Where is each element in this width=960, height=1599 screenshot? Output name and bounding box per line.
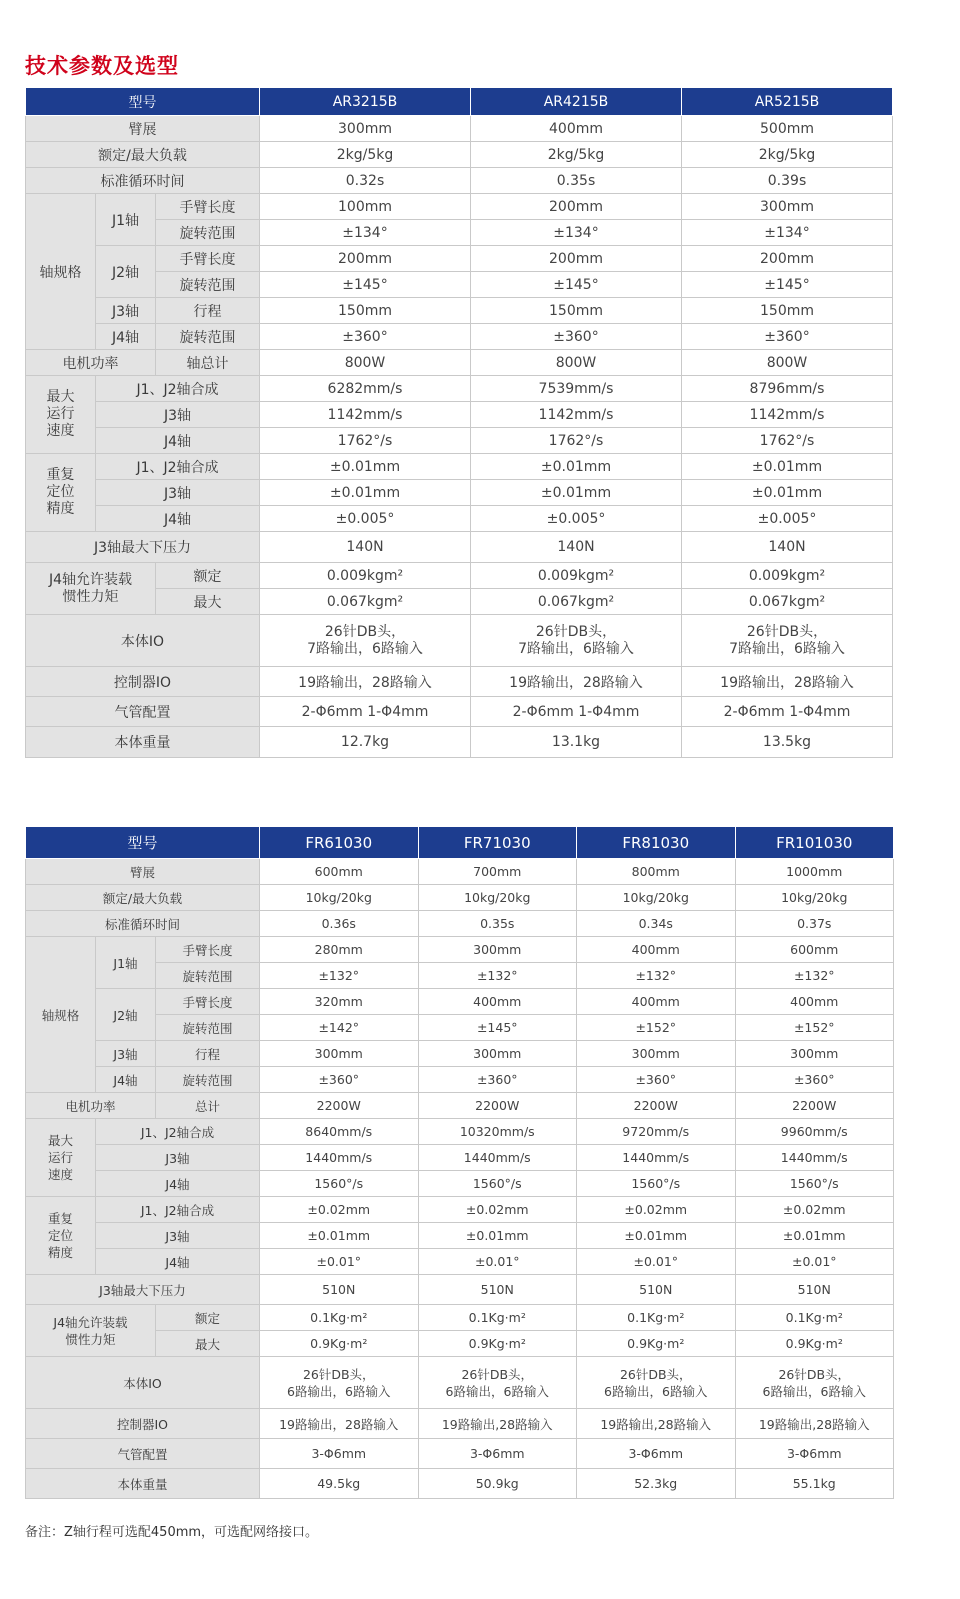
table-row xyxy=(26,194,893,220)
spec-value: 50.9kg xyxy=(418,1469,577,1499)
table-row xyxy=(26,937,894,963)
spec-value: 0.37s xyxy=(735,911,894,937)
row-label: 气管配置 xyxy=(26,1439,260,1469)
spec-value: 800W xyxy=(682,350,893,376)
spec-value: 13.1kg xyxy=(471,727,682,758)
spec-value: ±360° xyxy=(471,324,682,350)
group-label: 重复 定位 精度 xyxy=(26,1197,96,1275)
spec-value: 1440mm/s xyxy=(735,1145,894,1171)
spec-value: 2kg/5kg xyxy=(471,142,682,168)
spec-value: 400mm xyxy=(471,116,682,142)
spec-value: 800W xyxy=(471,350,682,376)
row-label: 控制器IO xyxy=(26,1409,260,1439)
spec-value: ±134° xyxy=(260,220,471,246)
spec-value: 800mm xyxy=(577,859,736,885)
spec-value: 0.009kgm² xyxy=(471,563,682,589)
spec-value: 2-Φ6mm 1-Φ4mm xyxy=(682,697,893,727)
table-row xyxy=(26,220,893,246)
spec-value: ±360° xyxy=(577,1067,736,1093)
table-row xyxy=(26,885,894,911)
spec-value: 0.9Kg·m² xyxy=(418,1331,577,1357)
spec-value: 300mm xyxy=(260,1041,419,1067)
spec-value: 3-Φ6mm xyxy=(418,1439,577,1469)
spec-value: 200mm xyxy=(260,246,471,272)
spec-value: ±132° xyxy=(418,963,577,989)
spec-value: ±0.01mm xyxy=(471,480,682,506)
spec-value: ±0.02mm xyxy=(577,1197,736,1223)
sub-label: 旋转范围 xyxy=(156,1015,260,1041)
model-name: AR4215B xyxy=(471,88,682,116)
table-row xyxy=(26,1067,894,1093)
row-label: 标准循环时间 xyxy=(26,911,260,937)
group-label: 重复 定位 精度 xyxy=(26,454,96,532)
table-row xyxy=(26,1119,894,1145)
spec-value: 150mm xyxy=(471,298,682,324)
spec-value: 8640mm/s xyxy=(260,1119,419,1145)
spec-value: ±0.005° xyxy=(682,506,893,532)
spec-value: 1142mm/s xyxy=(682,402,893,428)
spec-value: 52.3kg xyxy=(577,1469,736,1499)
spec-value: ±0.005° xyxy=(471,506,682,532)
table-row xyxy=(26,1197,894,1223)
table-row xyxy=(26,532,893,563)
spec-value: 0.9Kg·m² xyxy=(735,1331,894,1357)
axis-label: J1轴 xyxy=(96,194,156,246)
spec-value: 10kg/20kg xyxy=(577,885,736,911)
table-row xyxy=(26,1305,894,1331)
spec-value: 10kg/20kg xyxy=(735,885,894,911)
table-row xyxy=(26,1469,894,1499)
spec-value: ±145° xyxy=(260,272,471,298)
table-row xyxy=(26,1275,894,1305)
spec-value: 0.35s xyxy=(418,911,577,937)
spec-value: ±152° xyxy=(735,1015,894,1041)
axis-label: J4轴 xyxy=(96,1067,156,1093)
spec-value: 1560°/s xyxy=(735,1171,894,1197)
spec-value: 1560°/s xyxy=(260,1171,419,1197)
sub-label: 最大 xyxy=(156,589,260,615)
spec-value: 19路输出,28路输入 xyxy=(577,1409,736,1439)
table-row xyxy=(26,1357,894,1409)
spec-value: 3-Φ6mm xyxy=(577,1439,736,1469)
row-label: J3轴最大下压力 xyxy=(26,1275,260,1305)
sub-label: 旋转范围 xyxy=(156,220,260,246)
table-row xyxy=(26,859,894,885)
axis-label: J1轴 xyxy=(96,937,156,989)
row-label: 电机功率 xyxy=(26,350,156,376)
spec-value: 140N xyxy=(260,532,471,563)
header-label: 型号 xyxy=(26,88,260,116)
spec-value: 26针DB头， 7路输出，6路输入 xyxy=(682,615,893,667)
spec-value: ±0.01° xyxy=(260,1249,419,1275)
table-row xyxy=(26,615,893,667)
spec-value: 10320mm/s xyxy=(418,1119,577,1145)
spec-value: ±0.01mm xyxy=(260,1223,419,1249)
spec-value: 10kg/20kg xyxy=(260,885,419,911)
row-label: 本体IO xyxy=(26,1357,260,1409)
spec-value: 0.35s xyxy=(471,168,682,194)
sub-label: 额定 xyxy=(156,563,260,589)
model-name: FR61030 xyxy=(260,827,419,859)
row-label: 额定/最大负载 xyxy=(26,885,260,911)
spec-value: 0.32s xyxy=(260,168,471,194)
sub-label: J4轴 xyxy=(96,506,260,532)
table-row xyxy=(26,667,893,697)
table-row xyxy=(26,1145,894,1171)
spec-value: 150mm xyxy=(682,298,893,324)
spec-value: 300mm xyxy=(418,1041,577,1067)
table-row xyxy=(26,697,893,727)
spec-value: 10kg/20kg xyxy=(418,885,577,911)
spec-value: 19路输出，28路输入 xyxy=(471,667,682,697)
spec-value: 600mm xyxy=(260,859,419,885)
spec-value: 2200W xyxy=(735,1093,894,1119)
group-label: J4轴允许装载 惯性力矩 xyxy=(26,1305,156,1357)
sub-label: 行程 xyxy=(156,298,260,324)
spec-value: 280mm xyxy=(260,937,419,963)
spec-value: 300mm xyxy=(682,194,893,220)
spec-value: ±0.01mm xyxy=(735,1223,894,1249)
spec-value: 0.009kgm² xyxy=(260,563,471,589)
spec-value: 0.067kgm² xyxy=(471,589,682,615)
spec-value: 26针DB头， 7路输出，6路输入 xyxy=(260,615,471,667)
spec-value: 19路输出,28路输入 xyxy=(735,1409,894,1439)
sub-label: J4轴 xyxy=(96,428,260,454)
spec-value: 2kg/5kg xyxy=(260,142,471,168)
spec-value: 400mm xyxy=(577,937,736,963)
spec-value: 6282mm/s xyxy=(260,376,471,402)
sub-label: J3轴 xyxy=(96,1145,260,1171)
table-row xyxy=(26,1171,894,1197)
spec-value: ±360° xyxy=(682,324,893,350)
table-row xyxy=(26,1409,894,1439)
spec-value: 26针DB头， 6路输出，6路输入 xyxy=(735,1357,894,1409)
table-row xyxy=(26,1015,894,1041)
spec-value: 1762°/s xyxy=(682,428,893,454)
spec-value: ±132° xyxy=(577,963,736,989)
axis-label: J2轴 xyxy=(96,246,156,298)
spec-value: 510N xyxy=(735,1275,894,1305)
row-label: 额定/最大负载 xyxy=(26,142,260,168)
spec-value: 0.9Kg·m² xyxy=(260,1331,419,1357)
row-label: 控制器IO xyxy=(26,667,260,697)
spec-value: ±145° xyxy=(471,272,682,298)
row-label: 电机功率 xyxy=(26,1093,156,1119)
sub-label: J1、J2轴合成 xyxy=(96,376,260,402)
table-row xyxy=(26,428,893,454)
spec-value: 510N xyxy=(577,1275,736,1305)
spec-value: 2200W xyxy=(418,1093,577,1119)
spec-value: ±0.01mm xyxy=(471,454,682,480)
spec-value: 600mm xyxy=(735,937,894,963)
spec-value: ±0.01mm xyxy=(577,1223,736,1249)
sub-label: 轴总计 xyxy=(156,350,260,376)
spec-value: ±0.01mm xyxy=(682,454,893,480)
table-row xyxy=(26,1041,894,1067)
spec-value: 1440mm/s xyxy=(418,1145,577,1171)
spec-value: 140N xyxy=(471,532,682,563)
spec-value: 300mm xyxy=(577,1041,736,1067)
row-label: J3轴最大下压力 xyxy=(26,532,260,563)
row-label: 本体重量 xyxy=(26,727,260,758)
spec-value: ±360° xyxy=(418,1067,577,1093)
spec-value: 26针DB头， 6路输出，6路输入 xyxy=(260,1357,419,1409)
sub-label: 旋转范围 xyxy=(156,324,260,350)
table-row xyxy=(26,727,893,758)
spec-value: 7539mm/s xyxy=(471,376,682,402)
spec-value: 12.7kg xyxy=(260,727,471,758)
spec-value: 400mm xyxy=(577,989,736,1015)
table-row xyxy=(26,1249,894,1275)
sub-label: 旋转范围 xyxy=(156,1067,260,1093)
spec-value: ±0.01mm xyxy=(260,454,471,480)
spec-value: 55.1kg xyxy=(735,1469,894,1499)
spec-value: 3-Φ6mm xyxy=(735,1439,894,1469)
table-row xyxy=(26,376,893,402)
sub-label: J3轴 xyxy=(96,402,260,428)
spec-value: 100mm xyxy=(260,194,471,220)
spec-value: 19路输出，28路输入 xyxy=(682,667,893,697)
sub-label: 行程 xyxy=(156,1041,260,1067)
spec-value: ±0.01mm xyxy=(682,480,893,506)
spec-value: 510N xyxy=(418,1275,577,1305)
table-row xyxy=(26,589,893,615)
spec-value: ±152° xyxy=(577,1015,736,1041)
table-header-row xyxy=(26,827,894,859)
table-row xyxy=(26,1439,894,1469)
axis-label: J4轴 xyxy=(96,324,156,350)
spec-value: 2200W xyxy=(577,1093,736,1119)
spec-value: 19路输出，28路输入 xyxy=(260,667,471,697)
spec-value: 1440mm/s xyxy=(260,1145,419,1171)
header-label: 型号 xyxy=(26,827,260,859)
spec-value: 3-Φ6mm xyxy=(260,1439,419,1469)
spec-value: 300mm xyxy=(735,1041,894,1067)
table-row xyxy=(26,402,893,428)
sub-label: 额定 xyxy=(156,1305,260,1331)
table-row xyxy=(26,506,893,532)
spec-value: 0.36s xyxy=(260,911,419,937)
spec-value: 200mm xyxy=(682,246,893,272)
spec-value: ±0.02mm xyxy=(418,1197,577,1223)
sub-label: J1、J2轴合成 xyxy=(96,1119,260,1145)
table-row xyxy=(26,454,893,480)
spec-value: 400mm xyxy=(735,989,894,1015)
model-name: FR81030 xyxy=(577,827,736,859)
spec-value: 200mm xyxy=(471,194,682,220)
spec-value: ±134° xyxy=(471,220,682,246)
spec-value: 150mm xyxy=(260,298,471,324)
spec-value: ±145° xyxy=(682,272,893,298)
table-row xyxy=(26,911,894,937)
table-row xyxy=(26,272,893,298)
spec-value: ±360° xyxy=(260,324,471,350)
axis-label: J3轴 xyxy=(96,1041,156,1067)
spec-value: 0.1Kg·m² xyxy=(577,1305,736,1331)
table-row xyxy=(26,142,893,168)
spec-value: 0.1Kg·m² xyxy=(260,1305,419,1331)
spec-value: 9960mm/s xyxy=(735,1119,894,1145)
model-name: AR3215B xyxy=(260,88,471,116)
spec-value: 2200W xyxy=(260,1093,419,1119)
spec-table-ar xyxy=(25,87,893,758)
table-row xyxy=(26,563,893,589)
spec-value: 19路输出，28路输入 xyxy=(260,1409,419,1439)
table-row xyxy=(26,168,893,194)
spec-value: 0.009kgm² xyxy=(682,563,893,589)
spec-value: 49.5kg xyxy=(260,1469,419,1499)
table-row xyxy=(26,1093,894,1119)
spec-value: 500mm xyxy=(682,116,893,142)
table-row xyxy=(26,246,893,272)
sub-label: J3轴 xyxy=(96,480,260,506)
sub-label: 总计 xyxy=(156,1093,260,1119)
group-label: 最大 运行 速度 xyxy=(26,1119,96,1197)
spec-value: 9720mm/s xyxy=(577,1119,736,1145)
row-label: 臂展 xyxy=(26,116,260,142)
group-label: J4轴允许装载 惯性力矩 xyxy=(26,563,156,615)
axis-label: J3轴 xyxy=(96,298,156,324)
spec-value: 0.34s xyxy=(577,911,736,937)
sub-label: J1、J2轴合成 xyxy=(96,454,260,480)
spec-value: 2-Φ6mm 1-Φ4mm xyxy=(471,697,682,727)
row-label: 臂展 xyxy=(26,859,260,885)
spec-value: 320mm xyxy=(260,989,419,1015)
spec-value: ±360° xyxy=(735,1067,894,1093)
spec-value: 0.9Kg·m² xyxy=(577,1331,736,1357)
spec-value: 1142mm/s xyxy=(260,402,471,428)
table-row xyxy=(26,1331,894,1357)
spec-value: 0.067kgm² xyxy=(260,589,471,615)
spec-value: 510N xyxy=(260,1275,419,1305)
spec-value: 8796mm/s xyxy=(682,376,893,402)
spec-value: ±0.005° xyxy=(260,506,471,532)
spec-value: 26针DB头， 6路输出，6路输入 xyxy=(577,1357,736,1409)
row-label: 气管配置 xyxy=(26,697,260,727)
spec-value: 0.1Kg·m² xyxy=(418,1305,577,1331)
group-label: 轴规格 xyxy=(26,194,96,350)
spec-value: ±0.01mm xyxy=(418,1223,577,1249)
spec-value: 1560°/s xyxy=(577,1171,736,1197)
spec-value: 300mm xyxy=(418,937,577,963)
group-label: 轴规格 xyxy=(26,937,96,1093)
model-name: FR71030 xyxy=(418,827,577,859)
axis-label: J2轴 xyxy=(96,989,156,1041)
spec-value: 26针DB头， 7路输出，6路输入 xyxy=(471,615,682,667)
spec-value: ±0.02mm xyxy=(260,1197,419,1223)
footnote: 备注：Z轴行程可选配450mm，可选配网络接口。 xyxy=(25,1525,319,1540)
spec-value: ±0.01° xyxy=(418,1249,577,1275)
spec-value: 1440mm/s xyxy=(577,1145,736,1171)
spec-value: 1142mm/s xyxy=(471,402,682,428)
spec-value: ±360° xyxy=(260,1067,419,1093)
sub-label: 手臂长度 xyxy=(156,194,260,220)
spec-value: 300mm xyxy=(260,116,471,142)
sub-label: 最大 xyxy=(156,1331,260,1357)
sub-label: 手臂长度 xyxy=(156,989,260,1015)
table-header-row xyxy=(26,88,893,116)
table-row xyxy=(26,963,894,989)
group-label: 最大 运行 速度 xyxy=(26,376,96,454)
sub-label: 旋转范围 xyxy=(156,963,260,989)
spec-value: 19路输出,28路输入 xyxy=(418,1409,577,1439)
spec-value: ±132° xyxy=(735,963,894,989)
spec-value: 0.067kgm² xyxy=(682,589,893,615)
spec-value: 400mm xyxy=(418,989,577,1015)
table-row xyxy=(26,350,893,376)
spec-value: 1560°/s xyxy=(418,1171,577,1197)
row-label: 本体IO xyxy=(26,615,260,667)
spec-value: 1000mm xyxy=(735,859,894,885)
row-label: 本体重量 xyxy=(26,1469,260,1499)
sub-label: 旋转范围 xyxy=(156,272,260,298)
sub-label: J3轴 xyxy=(96,1223,260,1249)
spec-value: 140N xyxy=(682,532,893,563)
table-row xyxy=(26,324,893,350)
spec-value: ±0.01° xyxy=(735,1249,894,1275)
row-label: 标准循环时间 xyxy=(26,168,260,194)
page-title: 技术参数及选型 xyxy=(25,53,179,78)
spec-value: ±0.02mm xyxy=(735,1197,894,1223)
spec-value: 700mm xyxy=(418,859,577,885)
table-row xyxy=(26,480,893,506)
table-row xyxy=(26,298,893,324)
table-row xyxy=(26,1223,894,1249)
spec-value: 26针DB头， 6路输出，6路输入 xyxy=(418,1357,577,1409)
table-row xyxy=(26,989,894,1015)
sub-label: 手臂长度 xyxy=(156,246,260,272)
sub-label: J4轴 xyxy=(96,1249,260,1275)
spec-value: 13.5kg xyxy=(682,727,893,758)
spec-value: ±0.01° xyxy=(577,1249,736,1275)
sub-label: J1、J2轴合成 xyxy=(96,1197,260,1223)
spec-value: 2kg/5kg xyxy=(682,142,893,168)
sub-label: 手臂长度 xyxy=(156,937,260,963)
sub-label: J4轴 xyxy=(96,1171,260,1197)
spec-value: 1762°/s xyxy=(471,428,682,454)
spec-value: 800W xyxy=(260,350,471,376)
spec-value: 0.1Kg·m² xyxy=(735,1305,894,1331)
spec-value: ±134° xyxy=(682,220,893,246)
spec-value: ±132° xyxy=(260,963,419,989)
spec-value: ±145° xyxy=(418,1015,577,1041)
spec-value: 2-Φ6mm 1-Φ4mm xyxy=(260,697,471,727)
model-name: AR5215B xyxy=(682,88,893,116)
spec-value: ±0.01mm xyxy=(260,480,471,506)
spec-value: ±142° xyxy=(260,1015,419,1041)
spec-value: 0.39s xyxy=(682,168,893,194)
model-name: FR101030 xyxy=(735,827,894,859)
spec-table-fr xyxy=(25,826,894,1499)
spec-value: 1762°/s xyxy=(260,428,471,454)
spec-value: 200mm xyxy=(471,246,682,272)
table-row xyxy=(26,116,893,142)
